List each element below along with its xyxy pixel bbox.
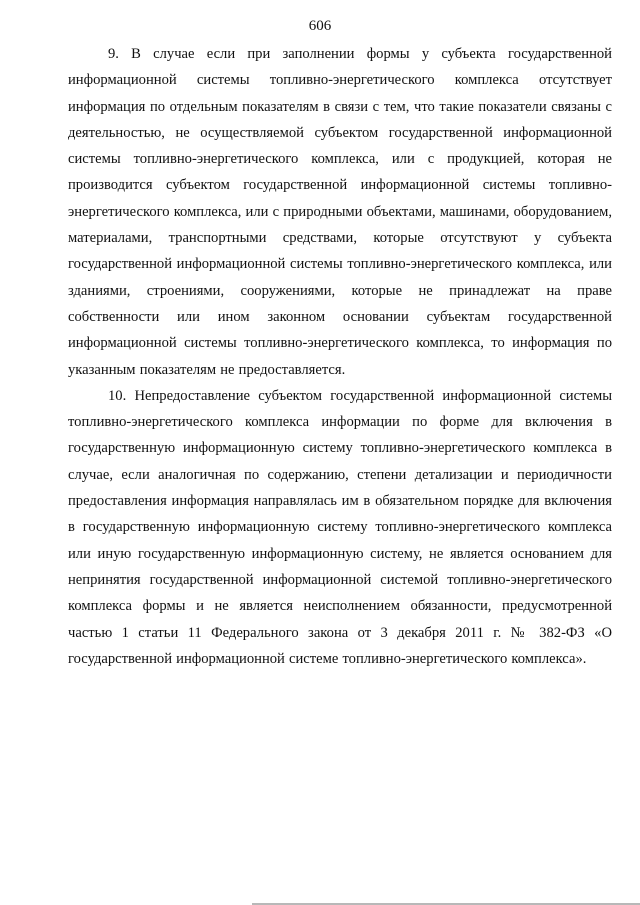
paragraph-9: 9. В случае если при заполнении формы у субъекта государственной информационной системы топливно-энергетического комплекса отсутствует информация по отдельным показателям в связи с тем, что такие показатели связаны с деятельностью, не осуществляемой субъектом государственной информационной системы топливно-энергетического комплекса, или с продукцией, которая не производится субъектом государственной информационной системы топливно-энергетического комплекса, или с природными объектами, машинами, оборудованием, материалами, транспортными средствами, которые отсутствуют у субъекта государственной информационной системы топливно-энергетического комплекса, или зданиями, строениями, сооружениями, которые не принадлежат на праве собственности или ином законном основании субъектам государственной информационной системы топливно-энергетического комплекса, то информация по указанным показателям не предоставляется. bbox=[68, 46, 612, 378]
page-number: 606 bbox=[308, 18, 332, 34]
paragraph-10: 10. Непредоставление субъектом государственной информационной системы топливно-энергетического комплекса информации по форме для включения в государственную информационную систему топливно-энергетического комплекса в случае, если аналогичная по содержанию, степени детализации и периодичности предоставления информация направлялась им в обязательном порядке для включения в государственную информационную систему топливно-энергетического комплекса или иную государственную информационную систему, не является основанием для непринятия государственной информационной системой топливно-энергетического комплекса формы и не является неисполнением обязанности, предусмотренной частью 1 статьи 11 Федерального закона от 3 декабря 2011 г. № 382-ФЗ «О государственной информационной системе топливно-энергетического комплекса». bbox=[68, 387, 612, 667]
document-body bbox=[68, 41, 612, 672]
